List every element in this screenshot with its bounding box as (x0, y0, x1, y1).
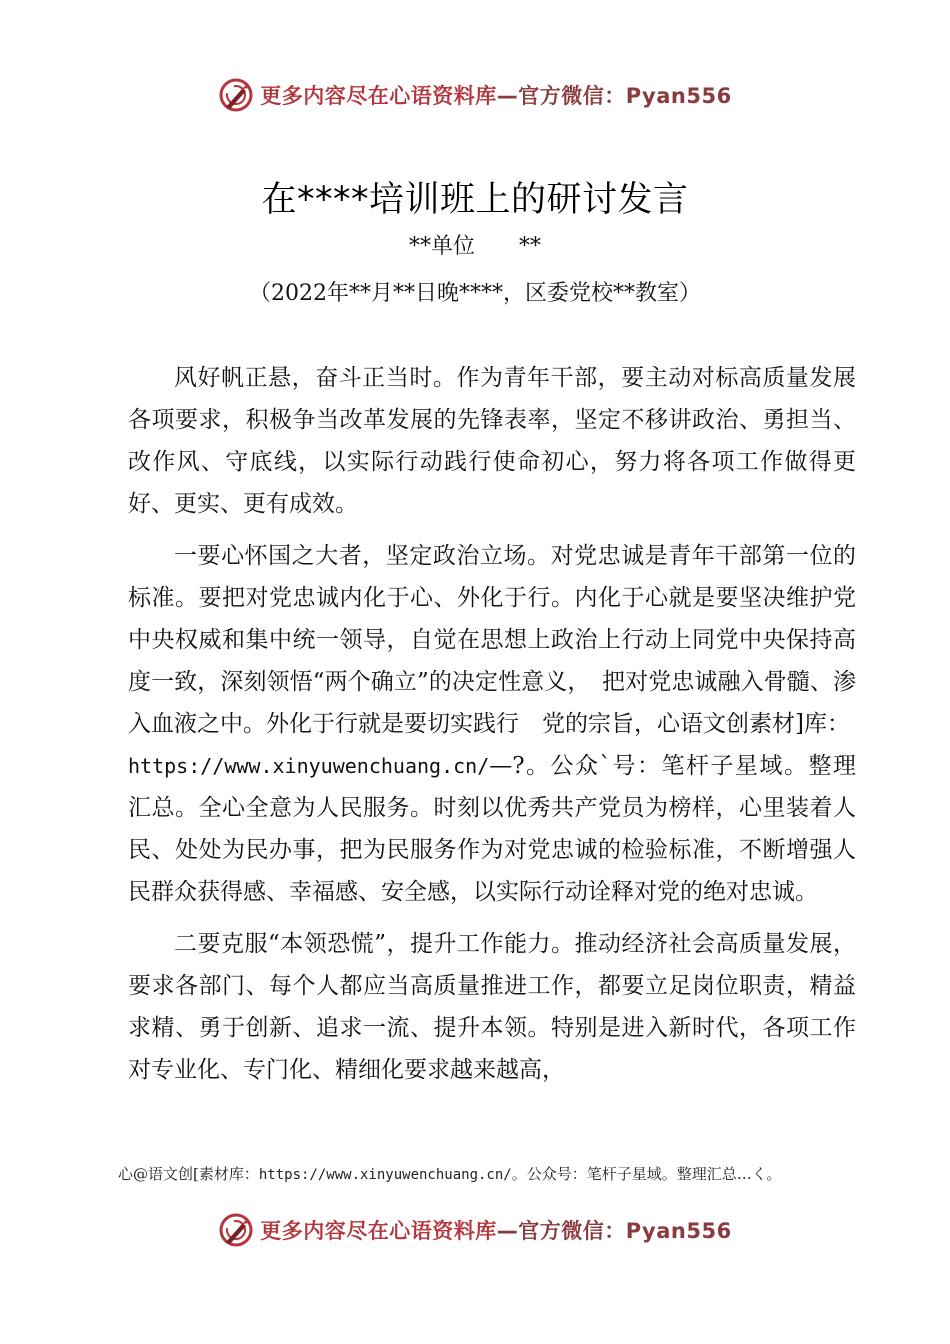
pen-circle-logo-icon (218, 77, 254, 113)
banner-text: 更多内容尽在心语资料库—官方微信：Pyan556 (260, 1219, 732, 1243)
paragraph-2-continued (128, 745, 856, 913)
paragraph-1: 风好帆正悬，奋斗正当时。作为青年干部，要主动对标高质量发展各项要求，积极争当改革发展的先锋表率，坚定不移讲政治、勇担当、改作风、守底线，以实际行动践行使命初心，努力将各项工作做得更好、更实、更有成效。 (128, 365, 856, 517)
footnote-prefix: 心@语文创[素材库： (118, 1165, 259, 1183)
pen-circle-logo-icon (218, 1212, 254, 1248)
footnote-url-link[interactable]: https://www.xinyuwenchuang.cn/ (258, 1167, 512, 1183)
paragraph-2 (128, 535, 856, 745)
page-footnote (118, 1163, 858, 1184)
header-banner (0, 75, 950, 115)
footnote-suffix: 。公众号：笔杆子星域。整理汇总…く。 (511, 1165, 782, 1183)
banner-text: 更多内容尽在心语资料库—官方微信：Pyan556 (260, 84, 732, 108)
paragraph-2-text: 一要心怀国之大者，坚定政治立场。对党忠诚是青年干部第一位的标准。要把对党忠诚内化于心、外化于行。内化于心就是要坚决维护党中央权威和集中统一领导，自觉在思想上政治上行动上同党中央保持高度一致，深刻领悟“两个确立”的决定性意义， 把对党忠诚融入骨髓、渗入血液之中。外化于行就是要切实践行 党的宗旨，心语文创素材]库： (128, 543, 856, 737)
paragraph-3: 二要克服“本领恐慌”，提升工作能力。推动经济社会高质量发展，要求各部门、每个人都应当高质量推进工作，都要立足岗位职责，精益求精、勇于创新、追求一流、提升本领。特别是进入新时代，各项工作对专业化、专门化、精细化要求越来越高， (128, 931, 856, 1083)
paragraph-2-tail: —?。公众`号：笔杆子星域。整理汇总。全心全意为人民服务。时刻以优秀共产党员为榜样，心里装着人民、处处为民办事，把为民服务作为对党忠诚的检验标准，不断增强人民群众获得感、幸福感、安全感，以实际行动诠释对党的绝对忠诚。 (128, 753, 856, 905)
document-title: 在****培训班上的研讨发言 (261, 180, 689, 220)
resource-url-link[interactable]: https://www.xinyuwenchuang.cn/ (128, 754, 490, 778)
document-dateline: （2022年**月**日晚****，区委党校**教室） (249, 281, 701, 306)
document-author: **单位 ** (408, 234, 541, 259)
footer-banner (0, 1210, 950, 1250)
document-body (128, 357, 856, 1101)
